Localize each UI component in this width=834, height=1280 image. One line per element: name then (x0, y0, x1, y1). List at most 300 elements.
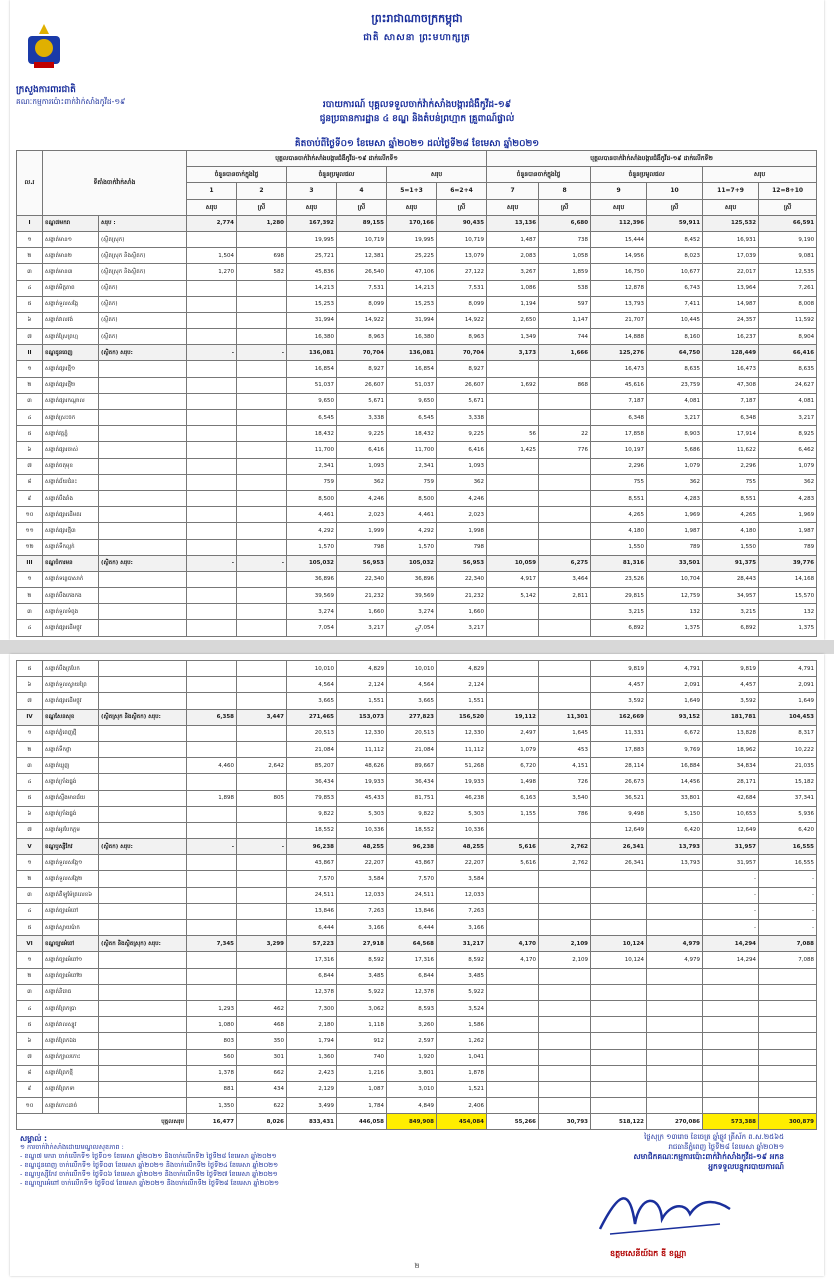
note-line: - ខណ្ឌឫស្សីកែវ ចាក់លើកទី១ ថ្ងៃទី០៦ ខែមេសា ឆ្នាំ២០២១ និងចាក់លើកទី២ ថ្ងៃទី២៧ ខែមេសា ឆ្នាំ២០២១ (20, 1170, 278, 1178)
table-row (17, 968, 817, 984)
value-cell: 740 (337, 1049, 387, 1065)
location-note (99, 474, 187, 490)
value-cell: 25,721 (287, 248, 337, 264)
value-cell (539, 1098, 591, 1114)
value-cell (591, 1049, 647, 1065)
location-name: សង្កាត់វត្តភ្នំ (43, 426, 99, 442)
value-cell: 6,545 (387, 410, 437, 426)
value-cell: 16,854 (387, 361, 437, 377)
value-cell: 48,255 (437, 839, 487, 855)
value-cell: 1,425 (487, 442, 539, 458)
total-subheader: សរុប (287, 199, 337, 215)
value-cell: 2,124 (337, 677, 387, 693)
value-cell: 39,569 (287, 588, 337, 604)
location-name: សង្កាត់ក្រាំងធ្នង់ (43, 806, 99, 822)
value-cell: 10,336 (437, 822, 487, 838)
value-cell (703, 1000, 759, 1016)
value-cell: 19,995 (387, 231, 437, 247)
location-name: សង្កាត់ច្បារអំពៅ (43, 903, 99, 919)
row-index: ២ (17, 871, 43, 887)
value-cell (591, 1033, 647, 1049)
table-row (17, 539, 817, 555)
value-cell: 8,593 (387, 1000, 437, 1016)
table-row (17, 410, 817, 426)
report-page-2 (10, 654, 824, 1276)
location-name: សង្កាត់ស្វាយប៉ាក (43, 920, 99, 936)
row-index: ៤ (17, 1000, 43, 1016)
col-no-header: ល.រ (17, 151, 43, 216)
location-name: សង្កាត់ផ្សារដើមថ្កូវ (43, 620, 99, 636)
value-cell: 4,461 (287, 507, 337, 523)
value-cell: 8,023 (647, 248, 703, 264)
value-cell: - (237, 555, 287, 571)
location-note (99, 1033, 187, 1049)
grand-total-label: បុគ្គលសរុប (17, 1114, 187, 1130)
table-row (17, 1000, 817, 1016)
location-name: ខណ្ឌសែនសុខ (43, 709, 99, 725)
value-cell: 3,217 (337, 620, 387, 636)
value-cell: 8,963 (437, 329, 487, 345)
value-cell: 16,931 (703, 231, 759, 247)
row-index: ៦ (17, 312, 43, 328)
value-cell: 6,672 (647, 725, 703, 741)
value-cell: 156,520 (437, 709, 487, 725)
value-cell: 6,444 (387, 920, 437, 936)
value-cell (539, 474, 591, 490)
location-note (99, 1098, 187, 1114)
value-cell (703, 984, 759, 1000)
location-note (99, 1049, 187, 1065)
value-cell: 11,700 (387, 442, 437, 458)
value-cell: 34,834 (703, 758, 759, 774)
value-cell (237, 474, 287, 490)
value-cell (647, 903, 703, 919)
value-cell (187, 887, 237, 903)
value-cell (703, 1017, 759, 1033)
row-index: ១២ (17, 539, 43, 555)
value-cell (237, 984, 287, 1000)
value-cell: 3,485 (437, 968, 487, 984)
value-cell (647, 1033, 703, 1049)
value-cell: 153,073 (337, 709, 387, 725)
table-row (17, 231, 817, 247)
row-index: ៥ (17, 661, 43, 677)
value-cell (237, 361, 287, 377)
row-index: ៧ (17, 458, 43, 474)
location-note (99, 1017, 187, 1033)
value-cell: 3,173 (487, 345, 539, 361)
value-cell (187, 871, 237, 887)
value-cell: 881 (187, 1081, 237, 1097)
total-subheader: សរុប (703, 199, 759, 215)
value-cell: 8,099 (437, 296, 487, 312)
row-index: ១ (17, 571, 43, 587)
value-cell: 3,665 (287, 693, 337, 709)
value-cell: 2,762 (539, 839, 591, 855)
value-cell (487, 1098, 539, 1114)
location-name: សង្កាត់ច្បារអំពៅ១ (43, 952, 99, 968)
value-cell (487, 410, 539, 426)
value-cell: 4,460 (187, 758, 237, 774)
female-subheader: ស្រី (539, 199, 591, 215)
value-cell: 759 (387, 474, 437, 490)
location-name: សង្កាត់ផ្សារថ្មី២ (43, 377, 99, 393)
table-row (17, 1065, 817, 1081)
value-cell (237, 571, 287, 587)
value-cell (591, 1081, 647, 1097)
value-cell: 362 (647, 474, 703, 490)
row-index: ៥ (17, 790, 43, 806)
value-cell: 8,500 (387, 490, 437, 506)
value-cell: 81,316 (591, 555, 647, 571)
report-title: របាយការណ៍ បុគ្គលទទួលចាក់វ៉ាក់សាំងបង្ការជំងឺកូវីដ-១៩ (322, 100, 512, 110)
value-cell (237, 442, 287, 458)
value-cell: 13,964 (703, 280, 759, 296)
value-cell: 6,416 (337, 442, 387, 458)
value-cell: 21,084 (287, 741, 337, 757)
value-cell: 2,642 (237, 758, 287, 774)
value-cell: 9,819 (703, 661, 759, 677)
value-cell (187, 458, 237, 474)
value-cell: 31,957 (703, 839, 759, 855)
location-note (99, 903, 187, 919)
value-cell: 21,084 (387, 741, 437, 757)
report-period: គិតចាប់ពីថ្ងៃទី០១ ខែមេសា ឆ្នាំ២០២១ ដល់ថ្ងៃទី២៨ ខែមេសា ឆ្នាំ២០២១ (294, 139, 540, 149)
value-cell: 1,375 (759, 620, 817, 636)
value-cell (187, 442, 237, 458)
value-cell (591, 984, 647, 1000)
value-cell (187, 474, 237, 490)
value-cell: 2,296 (591, 458, 647, 474)
value-cell: 4,292 (387, 523, 437, 539)
location-name: សង្កាត់កោះដាច់ (43, 1098, 99, 1114)
value-cell (187, 693, 237, 709)
value-cell: 8,160 (647, 329, 703, 345)
value-cell: 16,555 (759, 839, 817, 855)
value-cell: 7,345 (187, 936, 237, 952)
value-cell: 1,270 (187, 264, 237, 280)
value-cell: 803 (187, 1033, 237, 1049)
row-index: II (17, 345, 43, 361)
value-cell: 11,112 (337, 741, 387, 757)
value-cell (187, 231, 237, 247)
value-cell: 6,420 (759, 822, 817, 838)
value-cell: 1,784 (337, 1098, 387, 1114)
value-cell: 1,093 (437, 458, 487, 474)
value-cell (237, 887, 287, 903)
location-note: (ស្ថិតក) (99, 280, 187, 296)
value-cell: 89,667 (387, 758, 437, 774)
value-cell: 26,540 (337, 264, 387, 280)
location-name: ខណ្ឌចំការមន (43, 555, 99, 571)
value-cell: 48,626 (337, 758, 387, 774)
value-cell: 1,551 (337, 693, 387, 709)
value-cell: 3,217 (437, 620, 487, 636)
table-row (17, 329, 817, 345)
value-cell: 9,225 (437, 426, 487, 442)
row-index: I (17, 215, 43, 231)
value-cell: 1,349 (487, 329, 539, 345)
value-cell: 1,987 (647, 523, 703, 539)
value-cell: 57,223 (287, 936, 337, 952)
value-cell: 26,673 (591, 774, 647, 790)
value-cell: 12,033 (437, 887, 487, 903)
row-index: ៣ (17, 264, 43, 280)
table-row (17, 871, 817, 887)
row-index: ៤ (17, 774, 43, 790)
row-index: ១ (17, 952, 43, 968)
value-cell: 5,303 (337, 806, 387, 822)
location-note: (ស្ថិតក) សរុប: (99, 839, 187, 855)
value-cell (237, 393, 287, 409)
value-cell: 24,627 (759, 377, 817, 393)
value-cell (487, 903, 539, 919)
row-index: ២ (17, 588, 43, 604)
value-cell: 9,822 (287, 806, 337, 822)
value-cell: 17,316 (287, 952, 337, 968)
value-cell: 13,828 (703, 725, 759, 741)
value-cell: 28,443 (703, 571, 759, 587)
value-cell: 125,276 (591, 345, 647, 361)
location-name: សង្កាត់ច្បារអំពៅ២ (43, 968, 99, 984)
value-cell: 1,551 (437, 693, 487, 709)
value-cell (237, 968, 287, 984)
value-cell: 6,163 (487, 790, 539, 806)
value-cell: 17,039 (703, 248, 759, 264)
column-number: 9 (591, 183, 647, 199)
value-cell: - (237, 345, 287, 361)
value-cell (187, 523, 237, 539)
district-total-row (17, 839, 817, 855)
value-cell: 8,963 (337, 329, 387, 345)
col-location-header: ទីតាំងចាក់វ៉ាក់សាំង (43, 151, 187, 216)
table-row (17, 377, 817, 393)
value-cell: 17,858 (591, 426, 647, 442)
value-cell (647, 984, 703, 1000)
value-cell: 3,584 (337, 871, 387, 887)
value-cell: 3,010 (387, 1081, 437, 1097)
value-cell: 14,956 (591, 248, 647, 264)
value-cell (539, 507, 591, 523)
value-cell: 2,341 (287, 458, 337, 474)
value-cell: 1,079 (759, 458, 817, 474)
value-cell: 70,704 (337, 345, 387, 361)
location-note (99, 822, 187, 838)
value-cell (187, 677, 237, 693)
value-cell: 167,392 (287, 215, 337, 231)
value-cell (187, 296, 237, 312)
table-row (17, 758, 817, 774)
value-cell: 59,911 (647, 215, 703, 231)
value-cell (647, 1049, 703, 1065)
value-cell (647, 1081, 703, 1097)
value-cell: 4,917 (487, 571, 539, 587)
value-cell: 3,215 (703, 604, 759, 620)
value-cell (539, 871, 591, 887)
value-cell: 3,215 (591, 604, 647, 620)
location-name: សង្កាត់ទួលទំពូង (43, 604, 99, 620)
value-cell: 2,811 (539, 588, 591, 604)
value-cell: 776 (539, 442, 591, 458)
value-cell (187, 377, 237, 393)
female-subheader: ស្រី (437, 199, 487, 215)
value-cell: 462 (237, 1000, 287, 1016)
value-cell: 8,635 (759, 361, 817, 377)
value-cell: 9,081 (759, 248, 817, 264)
value-cell (237, 855, 287, 871)
value-cell: 10,677 (647, 264, 703, 280)
value-cell (237, 920, 287, 936)
location-note (99, 871, 187, 887)
value-cell: 13,846 (387, 903, 437, 919)
location-note (99, 920, 187, 936)
value-cell: 125,532 (703, 215, 759, 231)
value-cell (187, 822, 237, 838)
value-cell (187, 393, 237, 409)
location-note (99, 968, 187, 984)
value-cell: 6,462 (759, 442, 817, 458)
value-cell: 12,649 (703, 822, 759, 838)
value-cell: 22,340 (337, 571, 387, 587)
value-cell: 18,552 (387, 822, 437, 838)
value-cell (187, 968, 237, 984)
value-cell: 4,979 (647, 952, 703, 968)
value-cell: 3,801 (387, 1065, 437, 1081)
grand-total-value: 30,793 (539, 1114, 591, 1130)
location-note (99, 855, 187, 871)
table-row (17, 280, 817, 296)
location-note (99, 523, 187, 539)
value-cell: 12,330 (437, 725, 487, 741)
value-cell: 96,238 (287, 839, 337, 855)
value-cell: 1,794 (287, 1033, 337, 1049)
value-cell: 9,190 (759, 231, 817, 247)
value-cell: 5,922 (337, 984, 387, 1000)
value-cell: 744 (539, 329, 591, 345)
value-cell: 47,308 (703, 377, 759, 393)
location-name: សង្កាត់មាន១ (43, 231, 99, 247)
value-cell: 15,253 (287, 296, 337, 312)
value-cell: 3,062 (337, 1000, 387, 1016)
value-cell (237, 523, 287, 539)
value-cell: 56 (487, 426, 539, 442)
table-row (17, 296, 817, 312)
value-cell: 19,112 (487, 709, 539, 725)
value-cell: 33,801 (647, 790, 703, 806)
value-cell: 755 (703, 474, 759, 490)
row-index: ៤ (17, 410, 43, 426)
row-index: V (17, 839, 43, 855)
grand-total-value: 573,388 (703, 1114, 759, 1130)
value-cell: 105,032 (287, 555, 337, 571)
handwritten-signature (590, 1184, 740, 1244)
value-cell: 1,920 (387, 1049, 437, 1065)
notes-title: សម្គាល់ : (20, 1134, 48, 1143)
value-cell: 1,262 (437, 1033, 487, 1049)
value-cell: 6,892 (703, 620, 759, 636)
value-cell: 1,093 (337, 458, 387, 474)
value-cell: 8,500 (287, 490, 337, 506)
value-cell: - (703, 920, 759, 936)
value-cell (539, 410, 591, 426)
value-cell: 8,925 (759, 426, 817, 442)
value-cell: 5,150 (647, 806, 703, 822)
value-cell: 14,456 (647, 774, 703, 790)
grand-total-value: 454,084 (437, 1114, 487, 1130)
value-cell: 3,217 (647, 410, 703, 426)
value-cell: 10,124 (591, 936, 647, 952)
value-cell (237, 410, 287, 426)
table-row (17, 741, 817, 757)
value-cell: 13,079 (437, 248, 487, 264)
value-cell: 22,340 (437, 571, 487, 587)
location-note (99, 774, 187, 790)
value-cell: 468 (237, 1017, 287, 1033)
value-cell: 301 (237, 1049, 287, 1065)
value-cell (487, 361, 539, 377)
value-cell: 18,432 (387, 426, 437, 442)
row-index: ១ (17, 725, 43, 741)
value-cell: - (237, 839, 287, 855)
value-cell (703, 1098, 759, 1114)
female-subheader: ស្រី (337, 199, 387, 215)
value-cell: 10,124 (591, 952, 647, 968)
column-number: 6=2+4 (437, 183, 487, 199)
value-cell: 4,170 (487, 952, 539, 968)
table-row (17, 774, 817, 790)
value-cell: 2,023 (437, 507, 487, 523)
lunar-date: ថ្ងៃសុក្រ ១៣រោច ខែចេត្រ ឆ្នាំឆ្លូវ ត្រីស័ក ព.ស.២៥៦៥ (644, 1133, 784, 1141)
value-cell: 9,822 (387, 806, 437, 822)
value-cell: 805 (237, 790, 287, 806)
table-row (17, 442, 817, 458)
location-note: (ស្ថិតក) (99, 296, 187, 312)
value-cell: 4,829 (437, 661, 487, 677)
location-name: សង្កាត់ទឹកថ្លា (43, 741, 99, 757)
column-number: 10 (647, 183, 703, 199)
value-cell (487, 677, 539, 693)
row-index: ១០ (17, 507, 43, 523)
location-name: សង្កាត់ក្បាលកោះ (43, 1049, 99, 1065)
value-cell: 105,032 (387, 555, 437, 571)
location-note: (ស្ថិតស្រុក និងស្ថិតក) (99, 264, 187, 280)
value-cell (487, 458, 539, 474)
value-cell (187, 426, 237, 442)
row-index: ៣ (17, 984, 43, 1000)
row-index: ១០ (17, 1098, 43, 1114)
location-note: (ស្ថិតស្រុក និងស្ថិតក) សរុប: (99, 709, 187, 725)
value-cell: 7,088 (759, 952, 817, 968)
value-cell: 112,396 (591, 215, 647, 231)
value-cell: 4,283 (647, 490, 703, 506)
value-cell: 1,570 (287, 539, 337, 555)
value-cell: 8,927 (437, 361, 487, 377)
value-cell (237, 774, 287, 790)
value-cell (591, 920, 647, 936)
value-cell: 4,283 (759, 490, 817, 506)
value-cell: 6,892 (591, 620, 647, 636)
dose1-cumulative-header: ចំនួនប្រមូលផល (287, 167, 387, 183)
value-cell: 1,649 (647, 693, 703, 709)
value-cell: 10,197 (591, 442, 647, 458)
value-cell: 3,299 (237, 936, 287, 952)
kingdom-title: ព្រះរាជាណាចក្រកម្ពុជា (371, 12, 463, 25)
value-cell: 6,545 (287, 410, 337, 426)
value-cell (487, 523, 539, 539)
location-name: សង្កាត់ទួលសង្កែ២ (43, 871, 99, 887)
value-cell (187, 952, 237, 968)
value-cell: 3,499 (287, 1098, 337, 1114)
